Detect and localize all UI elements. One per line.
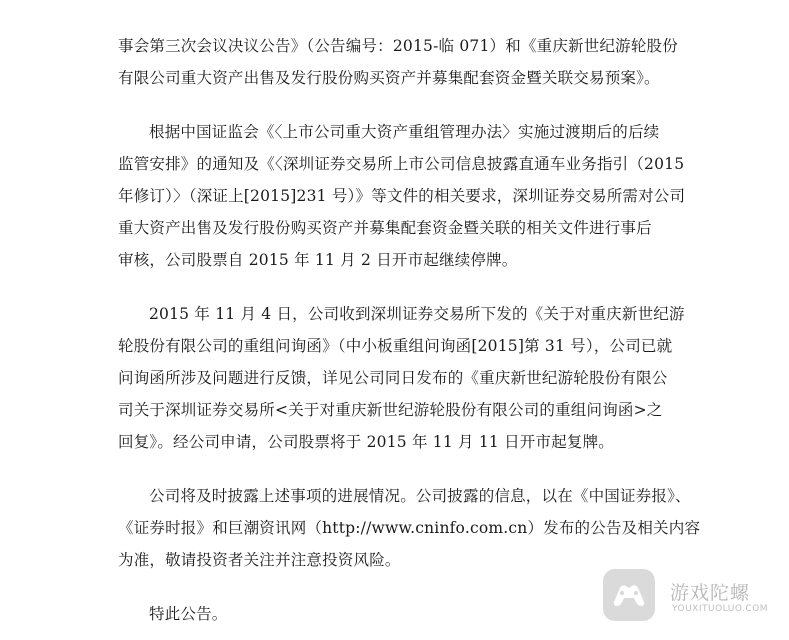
text-line: 根据中国证监会《〈上市公司重大资产重组管理办法〉实施过渡期后的后续: [149, 123, 660, 141]
gamepad-logo-icon: [600, 566, 658, 624]
text-line: 重大资产出售及发行股份购买资产并募集配套资金暨关联的相关文件进行事后: [118, 219, 652, 237]
text-line: 回复》。经公司申请，公司股票将于 2015 年 11 月 11 日开市起复牌。: [118, 433, 615, 451]
text-line: 问询函所涉及问题进行反馈，详见公司同日发布的《重庆新世纪游轮股份有限公: [118, 369, 668, 387]
paragraph-3: [118, 298, 683, 458]
text-line: 年修订）〉（深证上[2015]231 号）》等文件的相关要求，深圳证券交易所需对公司: [118, 187, 686, 205]
text-line: 2015 年 11 月 4 日，公司收到深圳证券交易所下发的《关于对重庆新世纪游: [149, 305, 685, 323]
text-line: 为准，敬请投资者关注并注意投资风险。: [118, 551, 401, 569]
paragraph-4: [118, 480, 701, 576]
text-line: 监管安排》的通知及《〈深圳证券交易所上市公司信息披露直通车业务指引（2015: [118, 155, 685, 173]
text-line: 司关于深圳证券交易所<关于对重庆新世纪游轮股份有限公司的重组问询函>之: [118, 401, 663, 419]
text-line: 有限公司重大资产出售及发行股份购买资产并募集配套资金暨关联交易预案》。: [118, 69, 660, 87]
paragraph-1: [118, 30, 683, 94]
text-line: 《证券时报》和巨潮资讯网（http://www.cninfo.com.cn）发布的公告及相关内容: [118, 519, 701, 537]
text-line: 审核，公司股票自 2015 年 11 月 2 日开市起继续停牌。: [118, 251, 518, 269]
paragraph-5: [118, 598, 683, 630]
text-line: 公司将及时披露上述事项的进展情况。公司披露的信息，以在《中国证券报》、: [149, 487, 691, 505]
text-line: 轮股份有限公司的重组问询函》（中小板重组问询函[2015]第 31 号），公司已就: [118, 337, 673, 355]
watermark-url: YOUXITUOLUO.COM: [672, 604, 769, 614]
text-line: 事会第三次会议决议公告》（公告编号：2015-临 071）和《重庆新世纪游轮股份: [118, 37, 678, 55]
text-line: 特此公告。: [149, 605, 228, 623]
watermark-name: 游戏陀螺: [670, 582, 751, 604]
document-body: [118, 30, 701, 630]
watermark: [600, 560, 780, 630]
paragraph-2: [118, 116, 686, 276]
